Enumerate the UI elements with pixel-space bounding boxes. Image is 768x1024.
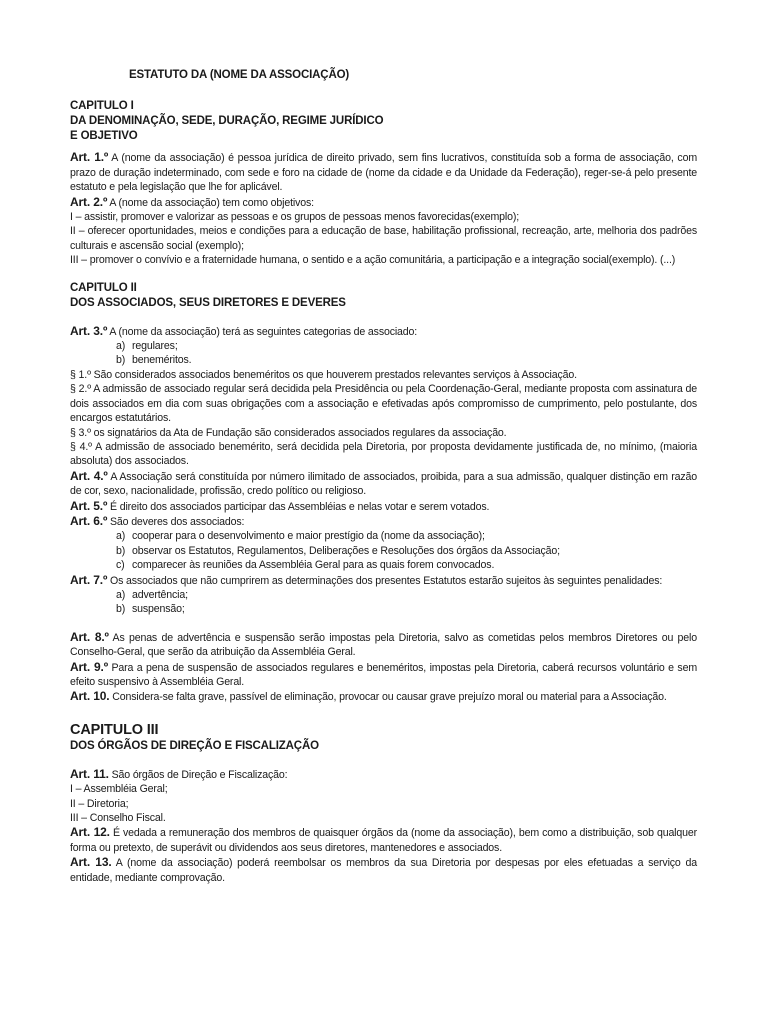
article-12 [70, 825, 697, 855]
item-letter: b) [116, 544, 126, 557]
item-text: advertência; [132, 588, 188, 601]
item-text: beneméritos. [132, 354, 192, 367]
item-text: suspensão; [132, 603, 185, 616]
article-5-label: Art. 5.º [70, 498, 108, 513]
article-8-text: As penas de advertência e suspensão serão impostas pela Diretoria, salvo as cometidas pelos membros Diretores ou pelo Conselho-Geral, que serão da atribuição da Assembléia Geral. [70, 631, 697, 659]
article-10-text: Considera-se falta grave, passível de eliminação, provocar ou causar grave prejuízo moral ou material para a Associação. [109, 691, 667, 704]
item-letter: c) [116, 559, 125, 572]
article-2-item-1: I – assistir, promover e valorizar as pessoas e os grupos de pessoas menos favorecidas(exemplo); [70, 211, 519, 224]
article-1-label: Art. 1.º [70, 150, 109, 165]
article-2 [70, 195, 697, 210]
article-7-item-b [70, 602, 697, 616]
item-letter: a) [116, 530, 126, 543]
item-text: regulares; [132, 340, 178, 353]
article-9-label: Art. 9.º [70, 659, 108, 674]
article-11-item-1: I – Assembléia Geral; [70, 783, 168, 796]
article-11 [70, 767, 697, 782]
article-2-text: A (nome da associação) tem como objetivos: [107, 196, 314, 209]
article-7-label: Art. 7.º [70, 572, 108, 587]
article-9-text: Para a pena de suspensão de associados regulares e beneméritos, impostas pela Diretoria, caberá recursos voluntário e sem efeito suspensivo à Assembléia Geral. [70, 661, 697, 688]
article-3-item-a [70, 339, 697, 353]
article-11-item-3: III – Conselho Fiscal. [70, 812, 166, 825]
article-6-label: Art. 6.º [70, 513, 108, 528]
article-6 [70, 514, 697, 529]
chapter-1-subtitle-line2: E OBJETIVO [70, 130, 138, 143]
article-4-text: A Associação será constituída por número ilimitado de associados, proibida, para a sua admissão, qualquer distinção em razão de cor, sexo, nacionalidade, profissão, credo político ou religioso. [70, 470, 697, 498]
chapter-2-heading: CAPITULO II [70, 281, 137, 294]
article-3-paragraph-4: § 4.º A admissão de associado benemérito, será decidida pela Diretoria, por proposta devidamente justificada de, no mínimo, (maioria absoluta) dos associados. [70, 440, 697, 468]
article-10 [70, 689, 697, 704]
chapter-2-subtitle: DOS ASSOCIADOS, SEUS DIRETORES E DEVERES [70, 296, 346, 309]
article-3-paragraph-2: § 2.º A admissão de associado regular será decidida pela Presidência ou pela Coordenação-Geral, mediante proposta com assinatura de dois associados em dia com suas obrigações com a associação e efetivadas após compromisso de cumprimento, pelo postulante, dos encargos estatutários. [70, 383, 697, 425]
article-1 [70, 150, 697, 194]
item-letter: a) [116, 588, 126, 601]
item-text: observar os Estatutos, Regulamentos, Deliberações e Resoluções dos órgãos da Associação; [132, 544, 560, 557]
article-12-text: É vedada a remuneração dos membros de quaisquer órgãos da (nome da associação), bem como a distribuição, sob qualquer forma ou pretexto, de superávit ou dividendos aos seus diretores, mantenedores e associados. [70, 827, 697, 854]
article-6-text: São deveres dos associados: [107, 515, 245, 528]
article-3-item-b [70, 353, 697, 367]
item-letter: b) [116, 603, 126, 616]
article-8-label: Art. 8.º [70, 629, 109, 644]
article-5-text: É direito dos associados participar das Assembléias e nelas votar e serem votados. [107, 500, 490, 513]
article-3-paragraph-3: § 3.º os signatários da Ata de Fundação são considerados associados regulares da associação. [70, 426, 507, 439]
chapter-1-subtitle-line1: DA DENOMINAÇÃO, SEDE, DURAÇÃO, REGIME JURÍDICO [70, 115, 384, 128]
document-title: ESTATUTO DA (NOME DA ASSOCIAÇÃO) [129, 69, 350, 81]
article-2-item-2: II – oferecer oportunidades, meios e condições para a educação de base, habilitação profissional, recreação, arte, melhoria dos padrões culturais e ascensão social (exemplo); [70, 225, 697, 252]
article-4-label: Art. 4.º [70, 468, 108, 483]
article-3-paragraph-1: § 1.º São considerados associados beneméritos os que houverem prestados relevantes serviços à Associação. [70, 368, 577, 381]
article-8 [70, 630, 697, 660]
article-2-label: Art. 2.º [70, 194, 108, 209]
chapter-1-heading: CAPITULO I [70, 100, 134, 113]
article-11-item-2: II – Diretoria; [70, 797, 129, 810]
article-1-text: A (nome da associação) é pessoa jurídica de direito privado, sem fins lucrativos, constituída sob a forma de associação, com prazo de duração indeterminado, com sede e foro na cidade de (nome da cidade e da Unidade da Federação), reger-se-á pelo presente estatuto e pela legislação que lhe for aplicável. [70, 152, 697, 194]
article-7 [70, 573, 697, 588]
chapter-3-subtitle: DOS ÓRGÃOS DE DIREÇÃO E FISCALIZAÇÃO [70, 739, 319, 752]
document-page [70, 68, 697, 885]
article-7-text: Os associados que não cumprirem as determinações dos presentes Estatutos estarão sujeitos às seguintes penalidades: [107, 574, 663, 587]
item-letter: a) [116, 340, 126, 353]
item-text: comparecer às reuniões da Assembléia Geral para as quais forem convocados. [132, 559, 495, 572]
article-3 [70, 324, 697, 339]
article-2-item-3: III – promover o convívio e a fraternidade humana, o sentido e a ação comunitária, a participação e a integração social(exemplo). (...) [70, 254, 676, 267]
item-text: cooperar para o desenvolvimento e maior prestígio da (nome da associação); [132, 530, 485, 543]
article-4 [70, 469, 697, 499]
article-13-label: Art. 13. [70, 855, 112, 870]
article-5 [70, 499, 697, 514]
item-letter: b) [116, 354, 126, 367]
article-7-item-a [70, 588, 697, 602]
article-11-label: Art. 11. [70, 766, 109, 781]
article-3-label: Art. 3.º [70, 323, 108, 338]
article-3-text: A (nome da associação) terá as seguintes categorias de associado: [107, 325, 418, 338]
article-6-item-a [70, 529, 697, 543]
article-13 [70, 855, 697, 885]
chapter-3-heading: CAPITULO III [70, 721, 159, 738]
article-11-text: São órgãos de Direção e Fiscalização: [108, 768, 288, 781]
article-6-item-c [70, 558, 697, 572]
article-9 [70, 660, 697, 690]
article-10-label: Art. 10. [70, 689, 110, 704]
article-13-text: A (nome da associação) poderá reembolsar os membros da sua Diretoria por despesas por eles efetuadas a serviço da entidade, mediante comprovação. [70, 857, 697, 884]
article-12-label: Art. 12. [70, 825, 110, 840]
article-6-item-b [70, 544, 697, 558]
